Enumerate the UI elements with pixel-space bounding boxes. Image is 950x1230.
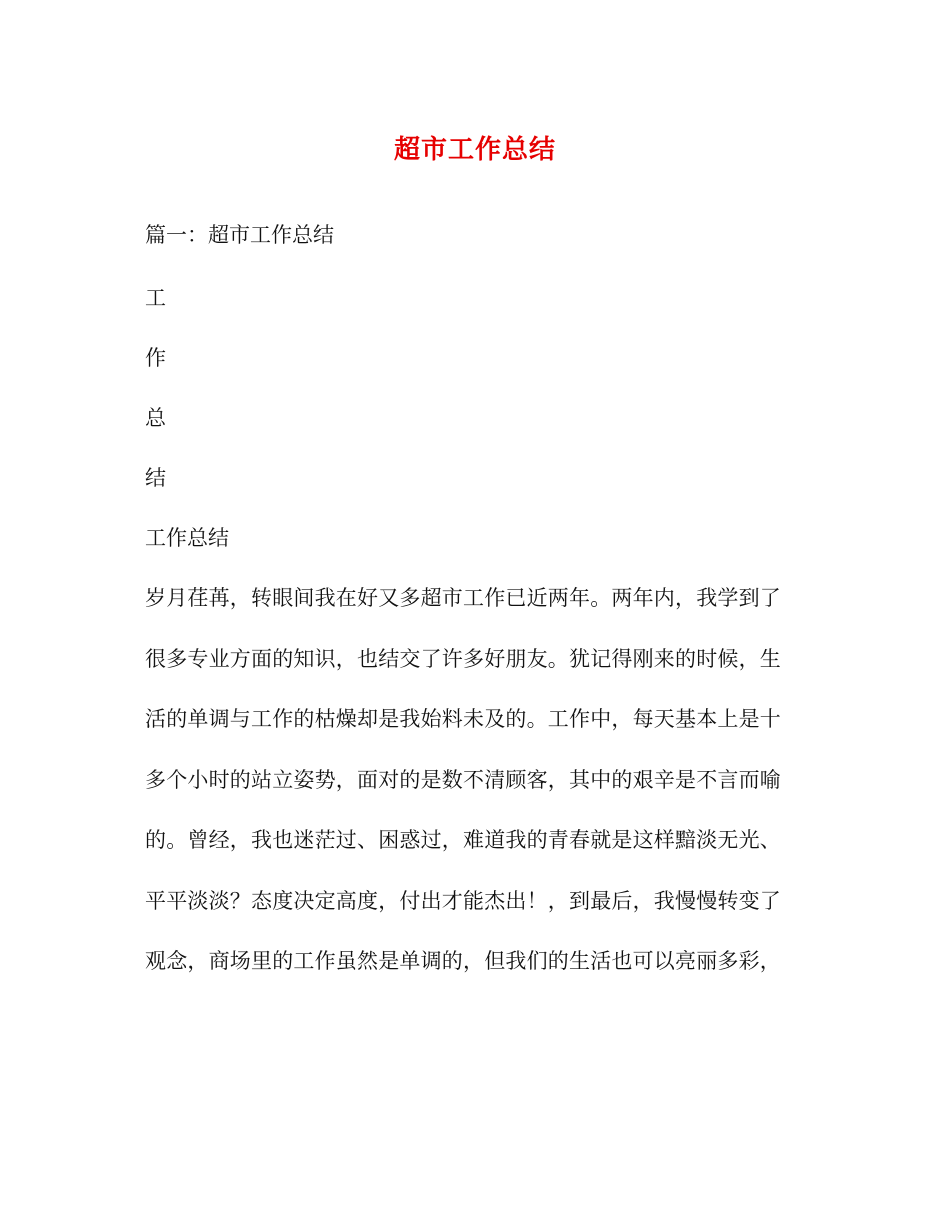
body-line: 平平淡淡？态度决定高度，付出才能杰出！，到最后，我慢慢转变了 xyxy=(145,888,781,913)
vertical-heading-char: 作 xyxy=(145,346,166,370)
vertical-heading-char: 结 xyxy=(145,466,166,490)
body-line: 岁月荏苒，转眼间我在好又多超市工作已近两年。两年内，我学到了 xyxy=(145,586,781,610)
body-line: 活的单调与工作的枯燥却是我始料未及的。工作中，每天基本上是十 xyxy=(145,707,781,731)
body-paragraph xyxy=(145,583,805,1007)
vertical-heading-char: 工 xyxy=(145,286,166,310)
body-line: 的。曾经，我也迷茫过、困惑过，难道我的青春就是这样黯淡无光、 xyxy=(145,828,781,852)
document-subtitle: 篇一：超市工作总结 xyxy=(145,223,334,247)
body-line: 很多专业方面的知识，也结交了许多好朋友。犹记得刚来的时候，生 xyxy=(145,646,781,671)
document-title: 超市工作总结 xyxy=(393,135,556,165)
body-line: 多个小时的站立姿势，面对的是数不清顾客，其中的艰辛是不言而喻 xyxy=(145,767,781,792)
vertical-heading-char: 总 xyxy=(145,406,166,430)
section-heading: 工作总结 xyxy=(145,526,229,550)
body-line: 观念，商场里的工作虽然是单调的，但我们的生活也可以亮丽多彩， xyxy=(145,949,781,973)
